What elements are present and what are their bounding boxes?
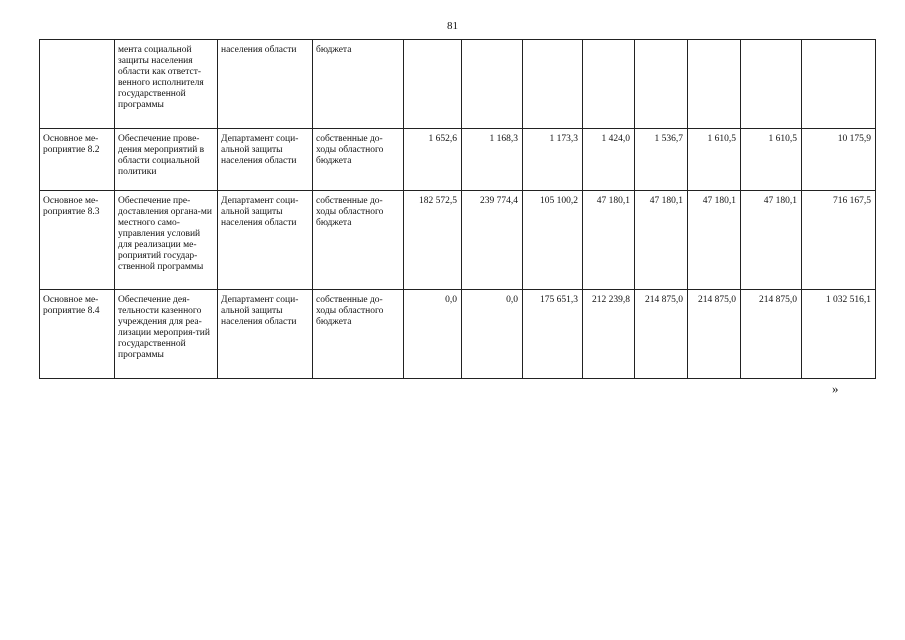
cell-code: Основное ме-роприятие 8.3 [40, 191, 115, 290]
cell-value: 1 032 516,1 [802, 290, 876, 379]
cell-value: 182 572,5 [404, 191, 462, 290]
cell-name: мента социальной защиты населения области как ответст-венного исполнителя государственной программы [115, 40, 218, 129]
cell-value: 47 180,1 [635, 191, 688, 290]
cell-code: Основное ме-роприятие 8.2 [40, 129, 115, 191]
cell-value: 1 536,7 [635, 129, 688, 191]
cell-source: собственные до-ходы областного бюджета [313, 290, 404, 379]
table-row [40, 290, 876, 379]
table-row [40, 40, 876, 129]
cell-name: Обеспечение прове-дения мероприятий в области социальной политики [115, 129, 218, 191]
cell-value: 214 875,0 [688, 290, 741, 379]
cell-value: 214 875,0 [635, 290, 688, 379]
cell-code [40, 40, 115, 129]
cell-executor: Департамент соци-альной защиты населения области [218, 129, 313, 191]
cell-name: Обеспечение дея-тельности казенного учреждения для реа-лизации мероприя-тий государственной программы [115, 290, 218, 379]
cell-value: 1 610,5 [688, 129, 741, 191]
cell-value: 1 173,3 [523, 129, 583, 191]
cell-value [741, 40, 802, 129]
cell-value: 716 167,5 [802, 191, 876, 290]
table-row [40, 129, 876, 191]
cell-value [635, 40, 688, 129]
budget-table [39, 39, 876, 379]
cell-value [404, 40, 462, 129]
cell-value: 239 774,4 [462, 191, 523, 290]
cell-source: бюджета [313, 40, 404, 129]
cell-value [688, 40, 741, 129]
cell-value: 47 180,1 [583, 191, 635, 290]
page-number: 81 [447, 20, 458, 32]
cell-code: Основное ме-роприятие 8.4 [40, 290, 115, 379]
cell-value [462, 40, 523, 129]
cell-value: 0,0 [462, 290, 523, 379]
cell-value [583, 40, 635, 129]
closing-quote: » [832, 381, 839, 396]
cell-value [523, 40, 583, 129]
cell-executor: Департамент соци-альной защиты населения области [218, 191, 313, 290]
cell-value: 1 610,5 [741, 129, 802, 191]
cell-value: 1 168,3 [462, 129, 523, 191]
cell-source: собственные до-ходы областного бюджета [313, 129, 404, 191]
cell-executor: населения области [218, 40, 313, 129]
cell-value: 212 239,8 [583, 290, 635, 379]
cell-executor: Департамент соци-альной защиты населения области [218, 290, 313, 379]
cell-value: 10 175,9 [802, 129, 876, 191]
cell-value: 105 100,2 [523, 191, 583, 290]
cell-value: 1 424,0 [583, 129, 635, 191]
cell-value [802, 40, 876, 129]
table-row [40, 191, 876, 290]
cell-value: 175 651,3 [523, 290, 583, 379]
cell-value: 1 652,6 [404, 129, 462, 191]
cell-name: Обеспечение пре-доставления органа-ми местного само-управления условий для реализации ме-роприятий государ-ственной программы [115, 191, 218, 290]
cell-value: 214 875,0 [741, 290, 802, 379]
cell-value: 47 180,1 [688, 191, 741, 290]
cell-value: 0,0 [404, 290, 462, 379]
cell-source: собственные до-ходы областного бюджета [313, 191, 404, 290]
cell-value: 47 180,1 [741, 191, 802, 290]
